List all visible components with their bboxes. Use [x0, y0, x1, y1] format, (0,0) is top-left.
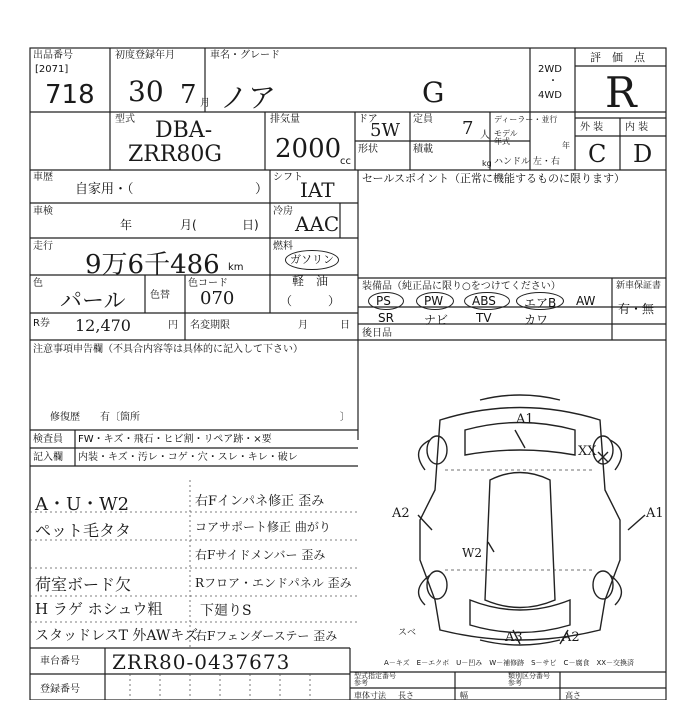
- doors-label: ドア: [358, 114, 378, 125]
- lot-label: 出品番号: [33, 50, 73, 61]
- interior-grade: D: [633, 140, 653, 168]
- inspection-month: 月(: [180, 218, 197, 232]
- first-reg-label: 初度登録年月: [115, 50, 175, 61]
- mark-a1-right: A1: [646, 506, 664, 521]
- capacity: 7: [462, 118, 474, 139]
- shift-label: シフト: [273, 172, 303, 183]
- equip-pw: PW: [424, 294, 444, 308]
- equip-abs: ABS: [472, 294, 496, 308]
- mileage-label: 走行: [33, 241, 53, 252]
- bottom-cell-length: 長さ: [398, 691, 414, 700]
- handle-label: ハンドル 左・右: [494, 157, 560, 167]
- model-year-label: モデル 年式: [494, 129, 518, 146]
- equipment-label: 装備品（純正品に限り○をつけてください）: [362, 281, 561, 292]
- bottom-cell-width: 幅: [460, 691, 468, 700]
- exterior-label: 外 装: [580, 122, 604, 133]
- note-right-5: 下廻りS: [200, 603, 252, 619]
- use-label: 車歴: [33, 172, 53, 183]
- mark-sube: スベ: [398, 628, 417, 638]
- bottom-cell-height: 高さ: [565, 691, 581, 700]
- equip-airbag-circle: [516, 292, 564, 310]
- year-unit: 年: [562, 141, 570, 150]
- month-unit: 月: [200, 98, 210, 109]
- mark-w2: W2: [462, 546, 482, 560]
- color-code: 070: [200, 288, 235, 309]
- first-reg-year: 30: [128, 75, 164, 108]
- notes-area-label: 記入欄: [33, 452, 63, 463]
- dealer-label: ディーラー・並行: [494, 115, 558, 124]
- capacity-unit: 人: [480, 130, 490, 141]
- mark-a1-top: A1: [516, 412, 534, 427]
- name-change-label: 名変期限: [190, 320, 230, 331]
- type-code: ZRR80G: [128, 142, 222, 167]
- score: R: [605, 68, 637, 117]
- ac-label: 冷房: [273, 206, 293, 217]
- displacement: 2000: [275, 134, 342, 164]
- exterior-grade: C: [588, 140, 607, 168]
- grade: G: [422, 76, 445, 109]
- mark-a2-bottom: A2: [562, 630, 580, 645]
- fuel-gasoline: ガソリン: [290, 253, 334, 266]
- model-name: ノア: [220, 81, 277, 114]
- inspector-items: FW・キズ・飛石・ヒビ割・リペア跡・×要: [78, 434, 272, 445]
- model-grade-label: 車名・グレード: [210, 50, 280, 61]
- color-value: パール: [60, 289, 126, 314]
- interior-label: 内 装: [625, 122, 649, 133]
- color-code-label: 色コード: [188, 278, 228, 289]
- note-left-5: スタッドレスT 外AWキズ: [35, 628, 199, 644]
- equip-tv: TV: [476, 311, 492, 325]
- drive-dot: ・: [548, 76, 558, 87]
- warranty-value: 有・無: [618, 302, 655, 316]
- inspection-day: 日): [242, 218, 259, 232]
- equip-leather: カワ: [524, 313, 549, 327]
- equip-ps: PS: [376, 294, 391, 308]
- equip-sr: SR: [378, 311, 394, 325]
- bottom-cell-class: 類別区分番号 参考: [508, 672, 550, 687]
- repair-close: 〕: [340, 412, 350, 423]
- first-reg-month: 7: [180, 80, 197, 110]
- use-value: 自家用・（: [75, 182, 134, 197]
- mark-xx: XX: [578, 444, 597, 459]
- bottom-cell-size: 車体寸法: [354, 691, 386, 700]
- note-right-6: 右Fフェンダーステー 歪み: [195, 629, 338, 643]
- yen-unit: 円: [168, 320, 178, 331]
- mark-a3: A3: [505, 630, 523, 645]
- mileage-value: 9万6千486: [85, 250, 220, 280]
- sales-label: セールスポイント（正常に機能するものに限ります）: [362, 172, 626, 185]
- load-label: 積載: [413, 144, 433, 155]
- use-close: ）: [255, 182, 269, 197]
- inspection-label: 車検: [33, 206, 53, 217]
- km-unit: km: [228, 262, 244, 273]
- inspector-label: 検査員: [33, 434, 63, 445]
- fuel-circle: [285, 250, 339, 270]
- equip-aw: AW: [576, 294, 596, 308]
- note-left-1: A・U・W2: [35, 494, 130, 515]
- chassis-label: 車台番号: [40, 656, 80, 667]
- equip-navi: ナビ: [424, 313, 449, 327]
- after-label: 後日品: [362, 328, 392, 339]
- cc-unit: cc: [340, 156, 351, 167]
- reg-label: 登録番号: [40, 684, 80, 695]
- doors: 5W: [370, 120, 400, 141]
- kg-unit: kg: [482, 159, 492, 168]
- shift-value: IAT: [300, 178, 335, 202]
- name-change-day: 日: [340, 320, 350, 331]
- notes-label: 注意事項申告欄（不具合内容等は具体的に記入して下さい）: [33, 344, 303, 355]
- capacity-label: 定員: [413, 114, 433, 125]
- equip-airbag: エアB: [524, 296, 557, 310]
- note-right-1: 右Fインパネ修正 歪み: [195, 494, 325, 509]
- recycle-label: R券: [33, 318, 50, 329]
- drive-2wd: 2WD: [538, 64, 562, 75]
- chassis-number: ZRR80-0437673: [112, 650, 291, 674]
- shape-label: 形状: [358, 144, 378, 155]
- note-right-2: コアサポート修正 曲がり: [195, 520, 331, 534]
- recycle-value: 12,470: [75, 316, 131, 335]
- fuel-light: 軽 油: [292, 274, 329, 288]
- mark-a2-left: A2: [392, 506, 410, 521]
- lot-sub: [2071]: [35, 64, 69, 75]
- name-change-month: 月: [298, 320, 308, 331]
- equip-pw-circle: [416, 292, 454, 310]
- new-warranty-label: 新車保証書: [616, 281, 662, 291]
- ac-value: AAC: [295, 212, 340, 236]
- note-left-4: H ラゲ ホシュウ粗: [35, 600, 163, 618]
- drive-4wd: 4WD: [538, 90, 562, 101]
- repair-label: 修復歴 有〔箇所: [50, 412, 140, 423]
- note-right-4: Rフロア・エンドパネル 歪み: [195, 576, 352, 590]
- equip-ps-circle: [368, 292, 404, 310]
- inspection-year: 年: [120, 218, 133, 232]
- equip-abs-circle: [464, 292, 510, 310]
- notes-items: 内装・キズ・汚レ・コゲ・穴・スレ・キレ・破レ: [78, 452, 298, 463]
- type-prefix: DBA-: [155, 118, 213, 143]
- bottom-cell-type: 型式指定番号 参考: [354, 672, 396, 687]
- note-right-3: 右Fサイドメンバー 歪み: [195, 548, 326, 562]
- legend: A－キズ E－エクボ U－凹み W－補修跡 S－サビ C－腐食 XX－交換済: [384, 659, 635, 667]
- fuel-label: 燃料: [273, 241, 293, 252]
- note-left-2: ペット毛タタ: [35, 521, 132, 540]
- lot-number: 718: [45, 80, 95, 110]
- displacement-label: 排気量: [270, 114, 300, 125]
- fuel-paren: （ ）: [280, 294, 341, 308]
- type-label: 型式: [115, 114, 135, 125]
- color-label: 色: [33, 278, 43, 289]
- note-left-3: 荷室ボード欠: [35, 575, 132, 594]
- score-label: 評 価 点: [590, 51, 645, 64]
- color-change-label: 色替: [150, 290, 170, 301]
